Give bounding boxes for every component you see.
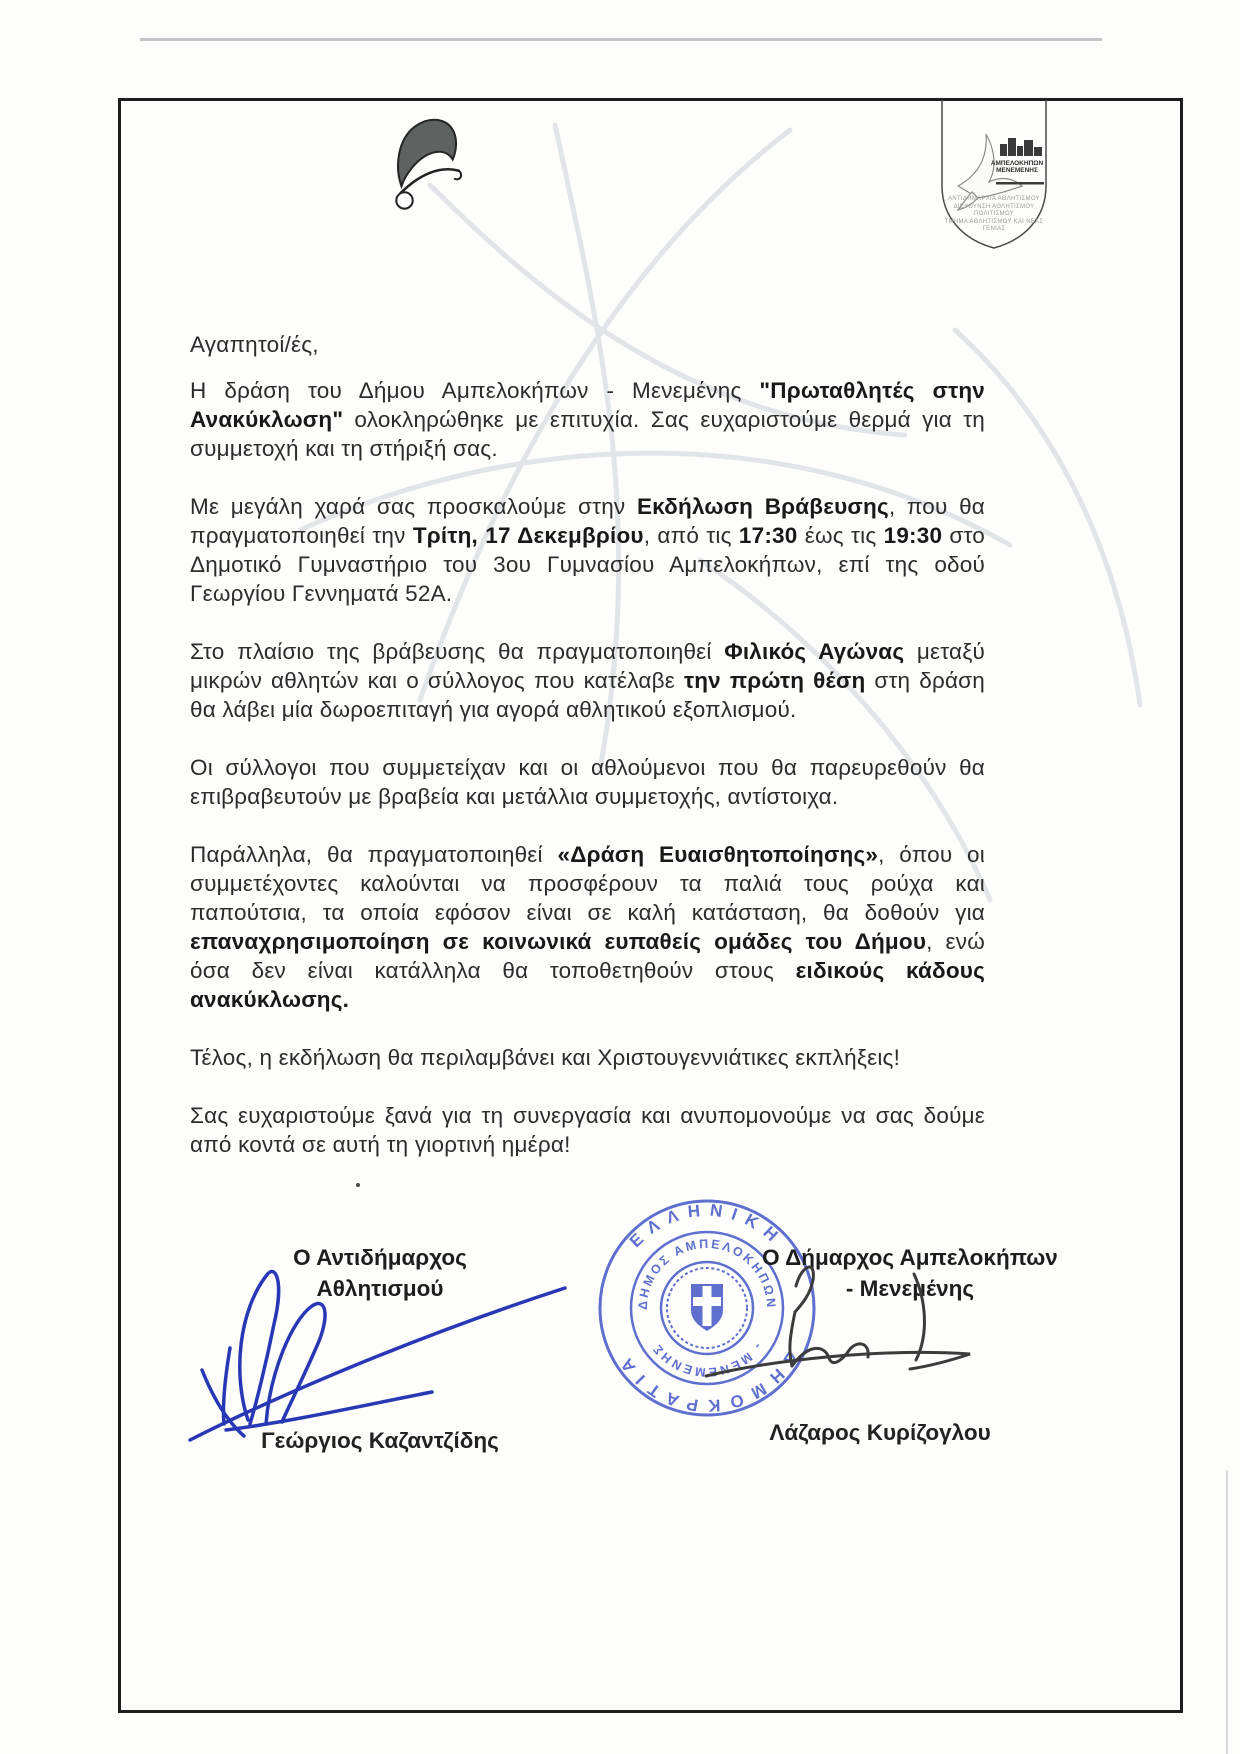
vice-mayor-title-line1: Ο Αντιδήμαρχος	[293, 1245, 467, 1270]
mayor-name: Λάζαρος Κυρίζογλου	[769, 1420, 991, 1445]
text-segment: Τέλος, η εκδήλωση θα περιλαμβάνει και Χριστουγεννιάτικες εκπλήξεις!	[190, 1045, 901, 1070]
letter-greeting: Αγαπητοί/ές,	[190, 332, 319, 357]
vice-mayor-title-line2: Αθλητισμού	[316, 1276, 444, 1301]
letter-paragraph	[190, 1101, 985, 1159]
text-segment: Σας ευχαριστούμε ξανά για τη συνεργασία και ανυπομονούμε να σας δούμε από κοντά σε αυτή τη γιορτινή ημέρα!	[190, 1103, 985, 1157]
vice-mayor-signature	[170, 1252, 580, 1447]
badge-department-lines	[938, 196, 1050, 234]
mayor-title-line1: Ο Δήμαρχος Αμπελοκήπων	[762, 1245, 1058, 1270]
letter-paragraph	[190, 492, 985, 608]
badge-municipality-name	[986, 160, 1048, 174]
text-segment: «Δράση Ευαισθητοποίησης»	[557, 842, 879, 867]
mayor-signature	[700, 1248, 990, 1413]
text-segment: Παράλληλα, θα πραγματοποιηθεί	[190, 842, 558, 867]
text-segment: "Πρωταθλητές στην Ανακύκλωση"	[190, 378, 985, 432]
text-segment: στη δράση θα λάβει μία δωροεπιταγή για αγορά αθλητικού εξοπλισμού.	[190, 668, 985, 722]
letter-body	[190, 330, 985, 1188]
text-segment: 17:30	[738, 523, 798, 548]
letter-paragraph	[190, 840, 985, 1014]
santa-hat-tip-fold	[455, 171, 461, 180]
santa-hat-pompom	[396, 192, 412, 208]
santa-hat-cone	[398, 120, 456, 186]
mayor-title-line2: - Μενεμένης	[845, 1276, 975, 1301]
badge-dept-line: ΤΜΗΜΑ ΑΘΛΗΤΙΣΜΟΥ ΚΑΙ ΝΕΑΣ	[944, 218, 1044, 225]
letter-paragraph	[190, 753, 985, 811]
stamp-outer-bottom-text: ΔΗΜΟΚΡΑΤΙΑ	[611, 1347, 803, 1416]
text-segment: την πρώτη θέση	[683, 668, 866, 693]
text-segment: , από τις	[643, 523, 739, 548]
stamp-outer-top-text: ΕΛΛΗΝΙΚΗ	[625, 1200, 789, 1252]
badge-dept-line: ΑΝΤΙΔΗΜΑΡΧΙΑ ΑΘΛΗΤΙΣΜΟΥ	[948, 196, 1040, 202]
text-segment: Εκδήλωση Βράβευσης	[636, 494, 889, 519]
text-segment: , ενώ όσα δεν είναι κατάλληλα θα τοποθετηθούν στους	[190, 929, 985, 983]
text-segment: Οι σύλλογοι που συμμετείχαν και οι αθλούμενοι που θα παρευρεθούν θα επιβραβευτούν με βραβεία και μετάλλια συμμετοχής, αντίστοιχα.	[190, 755, 985, 809]
text-segment: Τρίτη, 17 Δεκεμβρίου	[412, 523, 644, 548]
stamp-inner-top-text: ΔΗΜΟΣ ΑΜΠΕΛΟΚΗΠΩΝ	[635, 1236, 779, 1311]
municipality-badge	[938, 100, 1050, 250]
text-segment: ειδικούς κάδους ανακύκλωσης.	[190, 958, 985, 1012]
text-segment: έως τις	[797, 523, 884, 548]
badge-dept-line: ΠΟΛΙΤΙΣΜΟΥ	[973, 211, 1015, 217]
text-segment: , που θα πραγματοποιηθεί την	[190, 494, 985, 548]
text-segment: επαναχρησιμοποίηση σε κοινωνικά ευπαθείς ομάδες του Δήμου	[190, 929, 927, 954]
text-segment: 19:30	[883, 523, 943, 548]
badge-muni-line2: ΜΕΝΕΜΕΝΗΣ	[996, 167, 1038, 174]
text-segment: Φιλικός Αγώνας	[724, 639, 905, 664]
text-segment: , όπου οι συμμετέχοντες καλούνται να προσφέρουν τα παλιά τους ρούχα και παπούτσια, τα οποία εφόσον είναι σε καλή κατάσταση, θα δοθούν για	[190, 842, 985, 925]
text-segment: στο Δημοτικό Γυμναστήριο του 3ου Γυμνασίου Αμπελοκήπων, επί της οδού Γεωργίου Γεννηματά 52Α.	[190, 523, 985, 606]
text-segment: μεταξύ μικρών αθλητών και ο σύλλογος που κατέλαβε	[190, 639, 985, 693]
letter-paragraph	[190, 1043, 985, 1072]
text-segment: Στο πλαίσιο της βράβευσης θα πραγματοποιηθεί	[190, 639, 725, 664]
letter-paragraph	[190, 637, 985, 724]
santa-hat-graphic	[383, 108, 465, 213]
stamp-inner-bottom-text: - ΜΕΝΕΜΕΝΗΣ	[649, 1340, 766, 1380]
text-segment: ολοκληρώθηκε με επιτυχία. Σας ευχαριστούμε θερμά για τη συμμετοχή και τη στήριξή σας.	[190, 407, 985, 461]
badge-muni-line1: ΑΜΠΕΛΟΚΗΠΩΝ	[990, 160, 1044, 167]
text-segment: Η δράση του Δήμου Αμπελοκήπων - Μενεμένης	[190, 378, 760, 403]
badge-dept-line: ΔΙΕΥΘΥΝΣΗ ΑΘΛΗΤΙΣΜΟΥ	[953, 203, 1035, 210]
letter-paragraph	[190, 376, 985, 463]
text-segment: Με μεγάλη χαρά σας προσκαλούμε στην	[190, 494, 637, 519]
vice-mayor-name: Γεώργιος Καζαντζίδης	[261, 1428, 499, 1453]
badge-dept-line: ΓΕΝΙΑΣ	[982, 226, 1006, 232]
